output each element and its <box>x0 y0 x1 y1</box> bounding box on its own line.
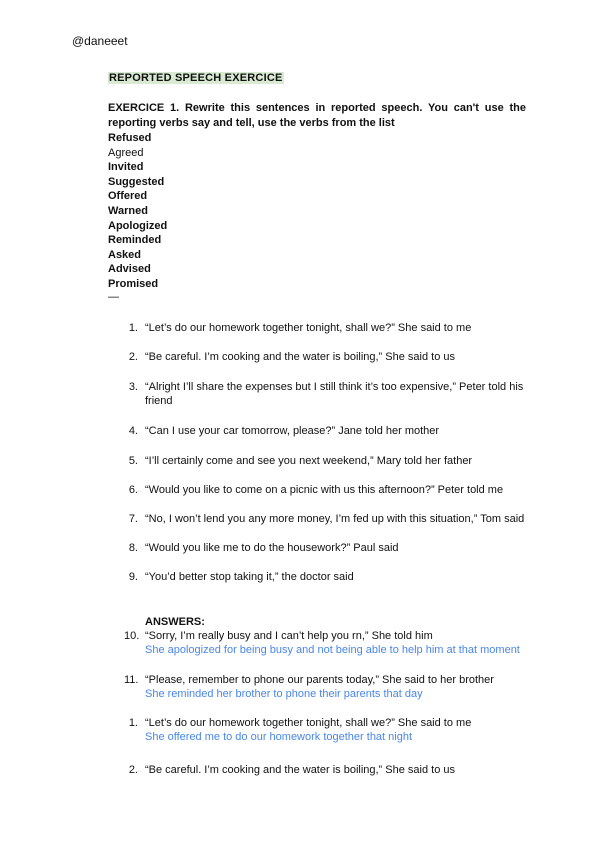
question-item <box>124 350 534 364</box>
answers-heading: ANSWERS: <box>145 616 205 628</box>
question-item <box>124 483 534 497</box>
question-text: “I’ll certainly come and see you next weekend,” Mary told her father <box>145 455 473 467</box>
answer-item <box>124 763 534 777</box>
verb-list <box>108 131 167 292</box>
question-text: “Alright I’ll share the expenses but I still think it’s too expensive,” Peter told his friend <box>145 381 524 407</box>
question-number: 7. <box>128 513 138 525</box>
answer-text: She apologized for being busy and not being able to help him at that moment <box>145 644 520 656</box>
question-number: 2. <box>128 764 138 776</box>
question-text: “Would you like to come on a picnic with us this afternoon?” Peter told me <box>145 484 504 496</box>
document-title: REPORTED SPEECH EXERCICE <box>109 72 283 84</box>
question-text: “Let’s do our homework together tonight, shall we?” She said to me <box>145 717 472 729</box>
verb-item: Promised <box>108 277 159 290</box>
answer-item <box>124 629 534 657</box>
question-number: 6. <box>128 484 138 496</box>
answer-item <box>124 716 534 744</box>
verb-item: Suggested <box>108 175 165 188</box>
question-text: “You’d better stop taking it,” the doctor said <box>145 571 354 583</box>
question-text: “No, I won’t lend you any more money, I’m fed up with this situation,” Tom said <box>145 513 525 525</box>
question-number: 4. <box>128 425 138 437</box>
verb-item: Agreed <box>108 146 144 159</box>
verb-item: Invited <box>108 161 144 174</box>
question-text: “Can I use your car tomorrow, please?” Jane told her mother <box>145 425 440 437</box>
question-number: 11. <box>124 674 139 686</box>
question-item <box>124 570 534 584</box>
answer-text: She offered me to do our homework together that night <box>145 731 413 743</box>
question-number: 5. <box>128 455 138 467</box>
question-item <box>124 512 534 526</box>
verb-item: Warned <box>108 204 148 217</box>
question-text: “Let’s do our homework together tonight, shall we?” She said to me <box>145 322 472 334</box>
author-handle: @daneeet <box>72 34 128 48</box>
question-item <box>124 424 534 438</box>
verb-item: Advised <box>108 263 151 276</box>
question-number: 2. <box>128 351 138 363</box>
verb-item: Reminded <box>108 234 162 247</box>
separator-dash: — <box>108 291 119 303</box>
answer-text: She reminded her brother to phone their parents that day <box>145 688 423 700</box>
question-item <box>124 380 534 408</box>
question-number: 9. <box>128 571 138 583</box>
question-text: “Please, remember to phone our parents today,” She said to her brother <box>145 674 494 686</box>
verb-item: Refused <box>108 132 152 144</box>
question-item <box>124 321 534 335</box>
question-number: 10. <box>124 630 140 642</box>
question-item <box>124 541 534 555</box>
question-item <box>124 454 534 468</box>
question-number: 1. <box>128 322 138 334</box>
question-text: “Be careful. I’m cooking and the water is boiling,” She said to us <box>145 351 455 363</box>
question-text: “Sorry, I’m really busy and I can’t help you rn,” She told him <box>145 630 433 642</box>
question-number: 8. <box>128 542 138 554</box>
question-text: “Would you like me to do the housework?” Paul said <box>145 542 399 554</box>
question-text: “Be careful. I’m cooking and the water is boiling,” She said to us <box>145 764 455 776</box>
verb-item: Offered <box>108 190 148 203</box>
answer-item <box>124 673 534 701</box>
question-number: 3. <box>128 381 138 393</box>
verb-item: Asked <box>108 248 142 261</box>
exercise-instructions: EXERCICE 1. Rewrite this sentences in reported speech. You can't use the reporting verbs say and tell, use the verbs from the list <box>108 102 526 129</box>
verb-item: Apologized <box>108 219 168 232</box>
question-number: 1. <box>128 717 138 729</box>
